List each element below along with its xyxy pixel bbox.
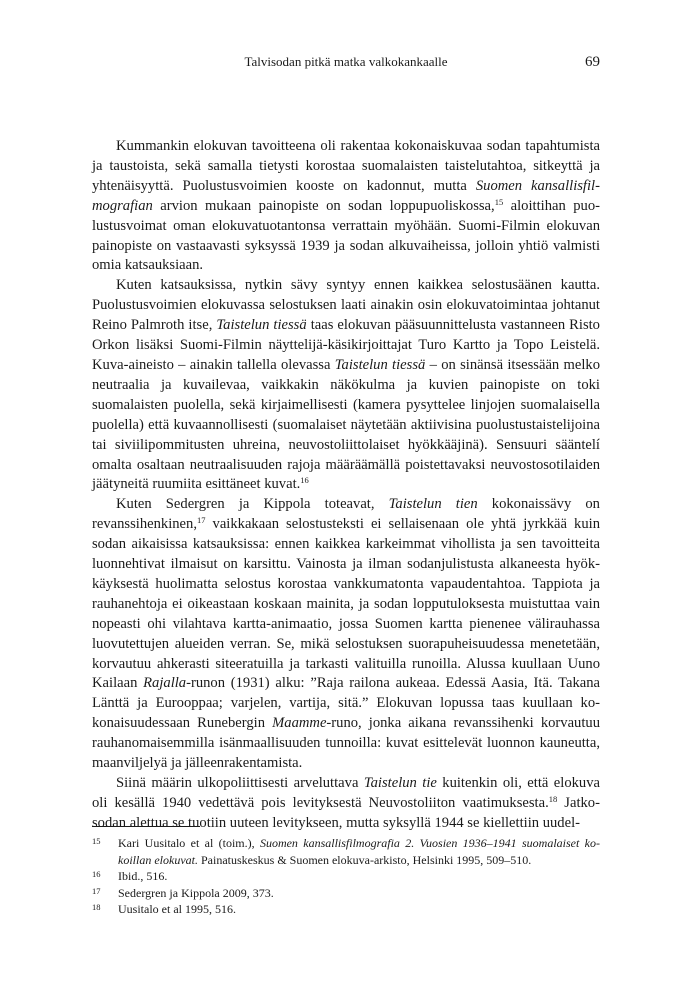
footnote-number: 18: [92, 902, 101, 912]
paragraph: [92, 137, 600, 276]
italic-text: Suomen kansallisfilmografia 2. Vuosien 1936–1941 suomalaiset kokoillan elokuvat.: [118, 836, 600, 867]
italic-text: Rajalla: [143, 675, 187, 692]
italic-text: Taistelun tien: [388, 496, 478, 513]
running-title: Talvisodan pitkä matka valkokankaalle: [244, 54, 448, 69]
footnote-ref: 17: [196, 515, 206, 526]
italic-text: Taistelun tie: [363, 775, 437, 791]
footnotes: [92, 835, 600, 918]
footnote-number: 16: [92, 869, 101, 879]
footnote-ref: 15: [494, 196, 504, 207]
text-run: Jatkosodan alettua se tuotiin uuteen levitykseen, mutta syksyllä 1944 se kiellettiin uudel-: [92, 794, 600, 831]
text-run: Kummankin elokuvan tavoitteena oli rakentaa kokonaiskuvaa sodan tapahtumista ja taustoista, sekä samalla tietysti korostaa suomalaisten taistelutahtoa, sitkeyttä ja yhtenäisyyttä. Puolustusvoimien kooste on kadonnut, mutta: [92, 138, 600, 194]
text-run: vaikkakaan selostusteksti ei sellaisenaan ole yhtä jyrkkää kuin sodan aikaisissa katsauksissa: ennen kaikkea karkeimmat vihollista ja sen tavoitteita luonnehtivat ilmaisut on karsittu. Vainosta ja ilman sodanjulistusta alkaneesta hyökkäyksestä huolimatta selostus korostaa vankkumatonta vapaudentahtoa. Tappiota ja rauhanehtoja ei oikeastaan koskaan mainita, ja sodan lopputuloksesta muistuttaa vain nopeasti ohi vilahtava kartta-animaatio, jossa Suomen kartta pienenee välirauhassa luovutettujen alueiden verran. Se, mikä selostuksen suorapuheisuudessa menetetään, korvautuu ahkerasti siteeratuilla ja tarkasti valituilla runoilla. Alussa kuullaan Uuno Kailaan: [92, 516, 600, 692]
text-run: Kuten Sedergren ja Kippola toteavat,: [116, 496, 389, 513]
paragraph: [92, 276, 600, 495]
italic-text: Taistelun tiessä: [334, 356, 426, 373]
text-run: Uusitalo et al 1995, 516.: [118, 902, 236, 916]
footnote: [92, 835, 600, 868]
page-number: 69: [585, 54, 600, 70]
italic-text: Maamme: [272, 715, 327, 732]
paragraph: [92, 774, 600, 834]
text-run: aloittihan puolustusvoimat oman elokuvatuotantonsa verrattain myöhään. Suomi-Filmin elokuvan painopiste on vastaavasti syksyssä 1939 ja sodan alkuvaiheissa, jolloin yhtiö valmisti omia katsauksiaan.: [92, 197, 600, 274]
text-run: Siinä määrin ulkopoliittisesti arveluttava: [116, 775, 364, 791]
footnote-number: 17: [92, 885, 101, 896]
footnote-ref: 18: [548, 793, 558, 804]
footnote: [92, 885, 600, 902]
text-run: Kuten katsauksissa, nytkin sävy syntyy ennen kaikkea selostusäänen kautta. Puolustusvoimien elokuvassa selostuksen laati ainakin osin elokuvatoimintaa johtanut Reino Palmroth itse,: [92, 277, 600, 334]
text-run: Ibid., 516.: [118, 869, 168, 883]
page-header: [0, 54, 692, 74]
footnote: [92, 868, 600, 885]
body-text: [92, 137, 600, 834]
italic-text: Taistelun tiessä: [216, 317, 307, 334]
text-run: -runo, jonka aikana revanssihenki korvautuu rauhanomaisemmilla isänmaallisuuden tunnoilla: kuvat esittelevät luonnon kauneutta, maanviljelyä ja jälleenrakentamista.: [92, 715, 600, 772]
footnote-number: 15: [92, 836, 101, 846]
text-run: – on sinänsä itsessään melko neutraalia ja kuvailevaa, vaikkakin näkökulma ja kuvien painopiste on toki suomalaisten puolella, sekä kirjaimellisesti (kamera pysyttelee linjojen suomalaisella puolella) että kuvaannollisesti (suomalaiset näytetään aktiivisina puolustustaistelijoina tai siviilipommitusten uhreina, neuvostoliittolaiset hyökkääjinä). Sensuuri sääntelí omalta osaltaan neutraalisuuden rajoja määräämällä poistettavaksi neuvostosotilaiden jäätyneitä ruumiita esittäneet kuvat.: [92, 356, 600, 493]
footnote-ref: 16: [300, 475, 309, 486]
text-run: Painatuskeskus & Suomen elokuva-arkisto, Helsinki 1995, 509–510.: [197, 852, 532, 867]
text-run: taas elokuvan pääsuunnittelusta vastanneen Risto Orkon lisäksi Suomi-Filmin näyttelijä-käsikirjoittajat Turo Kartto ja Topo Leistelä. Kuva-aineisto – ainakin tallella olevassa: [92, 317, 600, 373]
paragraph: [92, 495, 600, 774]
footnote: [92, 901, 600, 918]
footnote-divider: [92, 826, 200, 827]
italic-text: Suomen kansallisfilmografian: [92, 177, 600, 214]
text-run: Sedergren ja Kippola 2009, 373.: [118, 885, 274, 900]
text-run: -runon (1931) alku: ”Raja railona aukeaa. Edessä Aasia, Itä. Takana Länttä ja Eurooppaa; varjelen, vartija, sitä.” Elokuvan lopussa taas kuullaan kokonaisuudessaan Runebergin: [92, 675, 600, 732]
text-run: Kari Uusitalo et al (toim.),: [118, 836, 260, 850]
text-run: arvion mukaan painopiste on sodan loppupuoliskossa,: [152, 197, 495, 214]
text-run: kuitenkin oli, että elokuva oli kesällä 1940 vedettävä pois levityksestä Neuvostoliiton vaatimuksesta.: [92, 775, 600, 811]
text-run: kokonaissävy on revanssihenkinen,: [92, 496, 600, 533]
